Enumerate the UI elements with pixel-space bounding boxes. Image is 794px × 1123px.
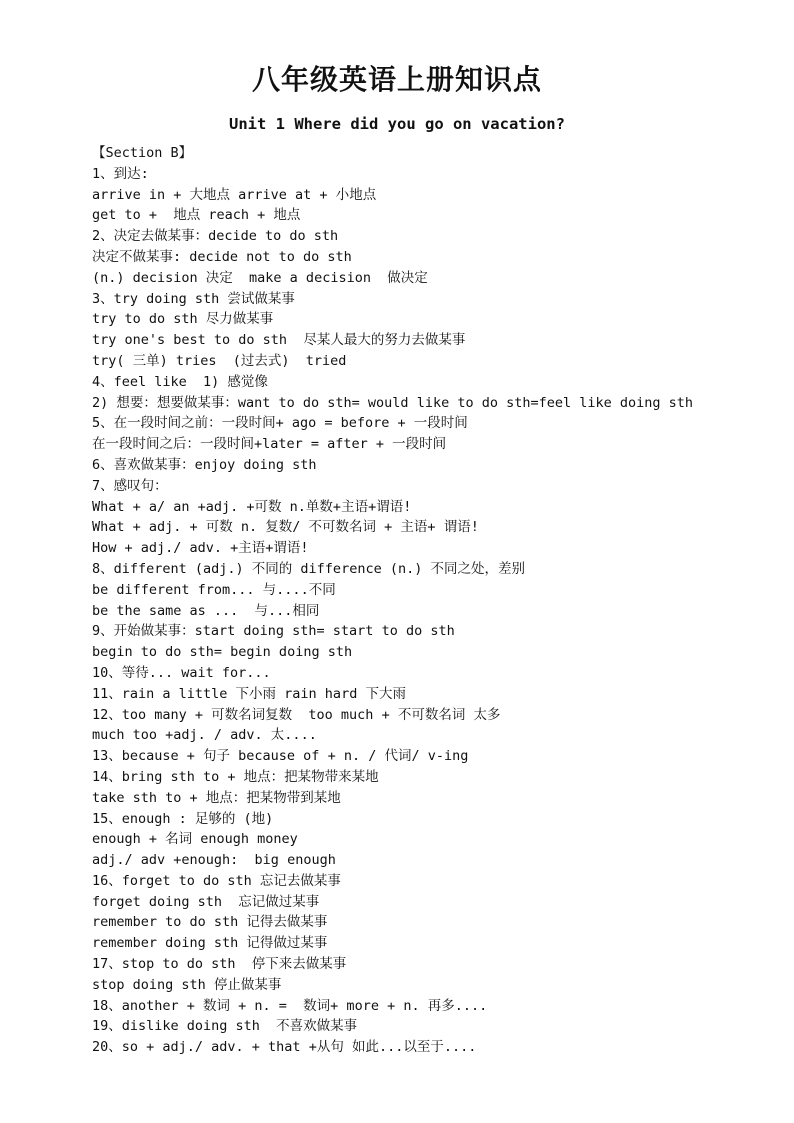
- note-line: 17、stop to do sth 停下来去做某事: [92, 956, 347, 973]
- note-line: take sth to + 地点：把某物带到某地: [92, 789, 341, 806]
- note-line: 19、dislike doing sth 不喜欢做某事: [92, 1018, 358, 1035]
- note-line: be different from... 与....不同: [92, 581, 336, 598]
- note-line: 5、在一段时间之前：一段时间+ ago = before + 一段时间: [92, 415, 468, 432]
- note-line: forget doing sth 忘记做过某事: [92, 893, 320, 910]
- note-line: 11、rain a little 下小雨 rain hard 下大雨: [92, 685, 406, 702]
- note-line: remember doing sth 记得做过某事: [92, 935, 328, 952]
- note-line: 14、bring sth to + 地点：把某物带来某地: [92, 768, 379, 785]
- note-line: get to + 地点 reach + 地点: [92, 207, 301, 224]
- notes-list: [92, 143, 772, 1058]
- note-line: remember to do sth 记得去做某事: [92, 914, 328, 931]
- note-line: 16、forget to do sth 忘记去做某事: [92, 872, 341, 889]
- note-line: stop doing sth 停止做某事: [92, 976, 282, 993]
- note-line: 3、try doing sth 尝试做某事: [92, 290, 295, 307]
- note-line: 决定不做某事: decide not to do sth: [92, 248, 352, 265]
- note-line: 12、too many + 可数名词复数 too much + 不可数名词 太多: [92, 706, 501, 723]
- note-line: 20、so + adj./ adv. + that +从句 如此...以至于....: [92, 1039, 477, 1056]
- note-line: 13、because + 句子 because of + n. / 代词/ v-ing: [92, 748, 469, 765]
- unit-subtitle: Unit 1 Where did you go on vacation?: [229, 115, 565, 133]
- note-line: 1、到达:: [92, 165, 149, 182]
- note-line: 9、开始做某事：start doing sth= start to do sth: [92, 623, 455, 640]
- note-line: 10、等待... wait for...: [92, 664, 271, 681]
- note-line: 6、喜欢做某事：enjoy doing sth: [92, 456, 317, 473]
- note-line: arrive in + 大地点 arrive at + 小地点: [92, 186, 377, 203]
- note-line: 18、another + 数词 + n. = 数词+ more + n. 再多....: [92, 997, 488, 1014]
- note-line: try to do sth 尽力做某事: [92, 311, 274, 328]
- note-line: 2) 想要：想要做某事：want to do sth= would like to do sth=feel like doing sth: [92, 394, 694, 411]
- note-line: 4、feel like 1) 感觉像: [92, 373, 268, 390]
- note-line: begin to do sth= begin doing sth: [92, 644, 353, 661]
- note-line: 8、different (adj.) 不同的 difference (n.) 不同之处，差别: [92, 560, 525, 577]
- note-line: How + adj./ adv. +主语+谓语!: [92, 540, 309, 557]
- note-line: try one's best to do sth 尽某人最大的努力去做某事: [92, 332, 466, 349]
- note-line: 15、enough : 足够的 (地): [92, 810, 274, 827]
- note-line: try( 三单) tries (过去式) tried: [92, 352, 347, 369]
- note-line: enough + 名词 enough money: [92, 831, 298, 848]
- note-line: much too +adj. / adv. 太....: [92, 727, 317, 744]
- note-line: What + a/ an +adj. +可数 n.单数+主语+谓语!: [92, 498, 412, 515]
- note-line: adj./ adv +enough: big enough: [92, 852, 336, 869]
- note-line: (n.) decision 决定 make a decision 做决定: [92, 269, 428, 286]
- note-line: What + adj. + 可数 n. 复数/ 不可数名词 + 主语+ 谓语!: [92, 519, 479, 536]
- note-line: 在一段时间之后：一段时间+later = after + 一段时间: [92, 436, 447, 453]
- page-title: 八年级英语上册知识点: [251, 63, 542, 96]
- note-line: 2、决定去做某事：decide to do sth: [92, 228, 339, 245]
- note-line: 【Section B】: [92, 145, 193, 161]
- note-line: be the same as ... 与...相同: [92, 602, 320, 619]
- note-line: 7、感叹句：: [92, 477, 168, 494]
